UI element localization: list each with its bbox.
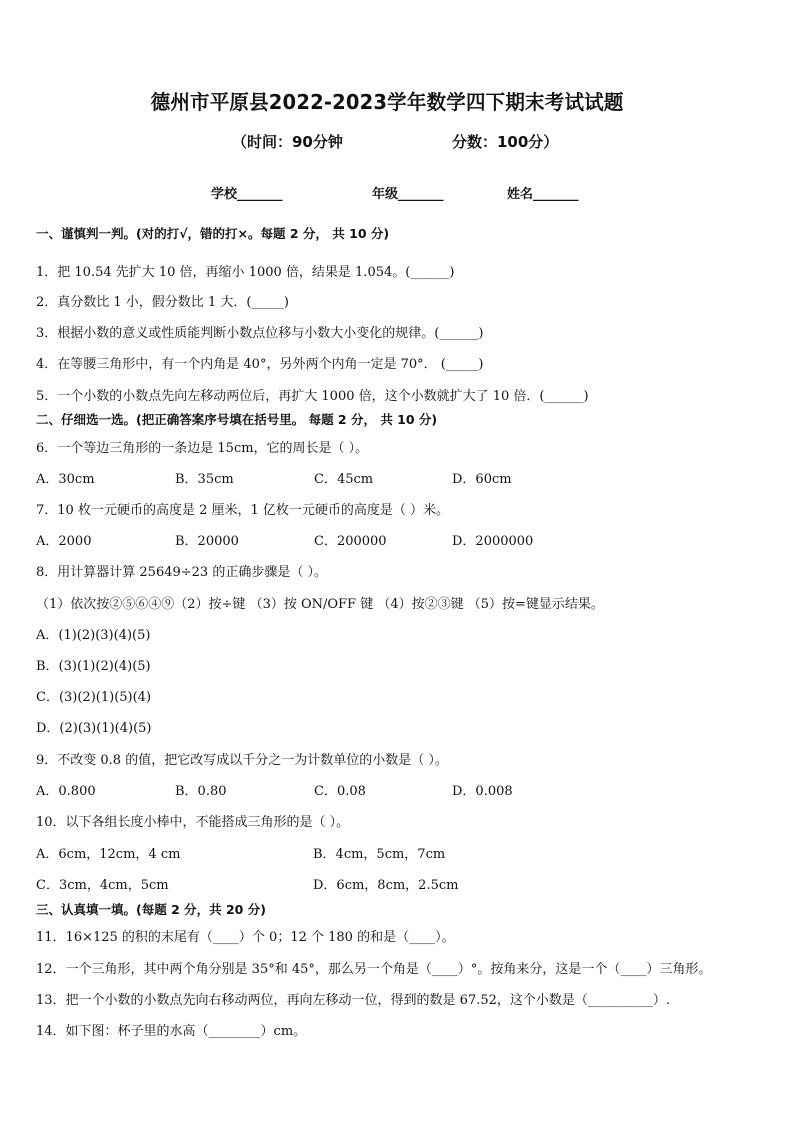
option-7a: A．2000 — [36, 534, 92, 549]
option-10b: B．4cm，5cm，7cm — [313, 847, 446, 862]
page-title: 德州市平原县2022-2023学年数学四下期末考试试题 — [150, 90, 624, 114]
question-13: 13．把一个小数的小数点先向右移动两位，再向左移动一位，得到的数是 67.52，这个小数是（__________）. — [36, 993, 671, 1008]
option-7d: D．2000000 — [452, 534, 534, 549]
question-11: 11．16×125 的积的末尾有（____）个 0；12 个 180 的和是（____）。 — [36, 930, 455, 945]
option-8d: D．(2)(3)(1)(4)(5) — [36, 721, 152, 736]
question-3: 3．根据小数的意义或性质能判断小数点位移与小数大小变化的规律。(______) — [36, 326, 484, 341]
section-heading-judge: 一、谨慎判一判。(对的打√，错的打×。每题 2 分， 共 10 分) — [36, 226, 390, 241]
question-9: 9．不改变 0.8 的值，把它改写成以千分之一为计数单位的小数是（ ）。 — [36, 753, 448, 768]
option-8b: B．(3)(1)(2)(4)(5) — [36, 659, 151, 674]
option-7c: C．200000 — [314, 534, 387, 549]
question-1: 1．把 10.54 先扩大 10 倍，再缩小 1000 倍，结果是 1.054。(______) — [36, 265, 455, 280]
name-field: 姓名_______ — [507, 187, 579, 202]
question-6: 6．一个等边三角形的一条边是 15cm，它的周长是（ ）。 — [36, 441, 369, 456]
grade-field: 年级_______ — [372, 187, 444, 202]
option-8c: C．(3)(2)(1)(5)(4) — [36, 690, 152, 705]
option-6b: B．35cm — [175, 472, 234, 487]
option-7b: B．20000 — [175, 534, 239, 549]
section-heading-fill: 三、认真填一填。(每题 2 分，共 20 分) — [36, 902, 266, 917]
option-9c: C．0.08 — [314, 784, 366, 799]
option-10a: A．6cm，12cm，4 cm — [36, 847, 181, 862]
exam-time: （时间：90分钟 — [232, 133, 343, 151]
option-6a: A．30cm — [36, 472, 95, 487]
section-heading-choose: 二、仔细选一选。(把正确答案序号填在括号里。 每题 2 分， 共 10 分) — [36, 412, 438, 427]
question-4: 4．在等腰三角形中，有一个内角是 40°，另外两个内角一定是 70°． (_____) — [36, 357, 484, 372]
question-12: 12．一个三角形，其中两个角分别是 35°和 45°，那么另一个角是（____）°。按角来分，这是一个（____）三角形。 — [36, 962, 712, 977]
question-2: 2．真分数比 1 小，假分数比 1 大．(_____) — [36, 295, 289, 310]
option-9a: A．0.800 — [36, 784, 96, 799]
question-5: 5．一个小数的小数点先向左移动两位后，再扩大 1000 倍，这个小数就扩大了 10 倍．(______) — [36, 389, 589, 404]
option-9d: D．0.008 — [452, 784, 513, 799]
question-8-steps: （1）依次按②⑤⑥④⑨（2）按÷键 （3）按 ON/OFF 键 （4）按②③键 （5）按=键显示结果。 — [36, 597, 604, 612]
school-field: 学校_______ — [211, 187, 283, 202]
question-8: 8．用计算器计算 25649÷23 的正确步骤是（ ）。 — [36, 565, 327, 580]
question-7: 7．10 枚一元硬币的高度是 2 厘米，1 亿枚一元硬币的高度是（ ）米。 — [36, 503, 450, 518]
exam-score: 分数：100分） — [452, 133, 559, 151]
option-9b: B．0.80 — [175, 784, 227, 799]
question-14: 14．如下图：杯子里的水高（________）cm。 — [36, 1024, 307, 1039]
option-8a: A．(1)(2)(3)(4)(5) — [36, 628, 151, 643]
option-10d: D．6cm，8cm，2.5cm — [313, 878, 459, 893]
option-6d: D．60cm — [452, 472, 512, 487]
option-6c: C．45cm — [314, 472, 374, 487]
option-10c: C．3cm，4cm，5cm — [36, 878, 169, 893]
question-10: 10．以下各组长度小棒中，不能搭成三角形的是（ ）。 — [36, 815, 350, 830]
